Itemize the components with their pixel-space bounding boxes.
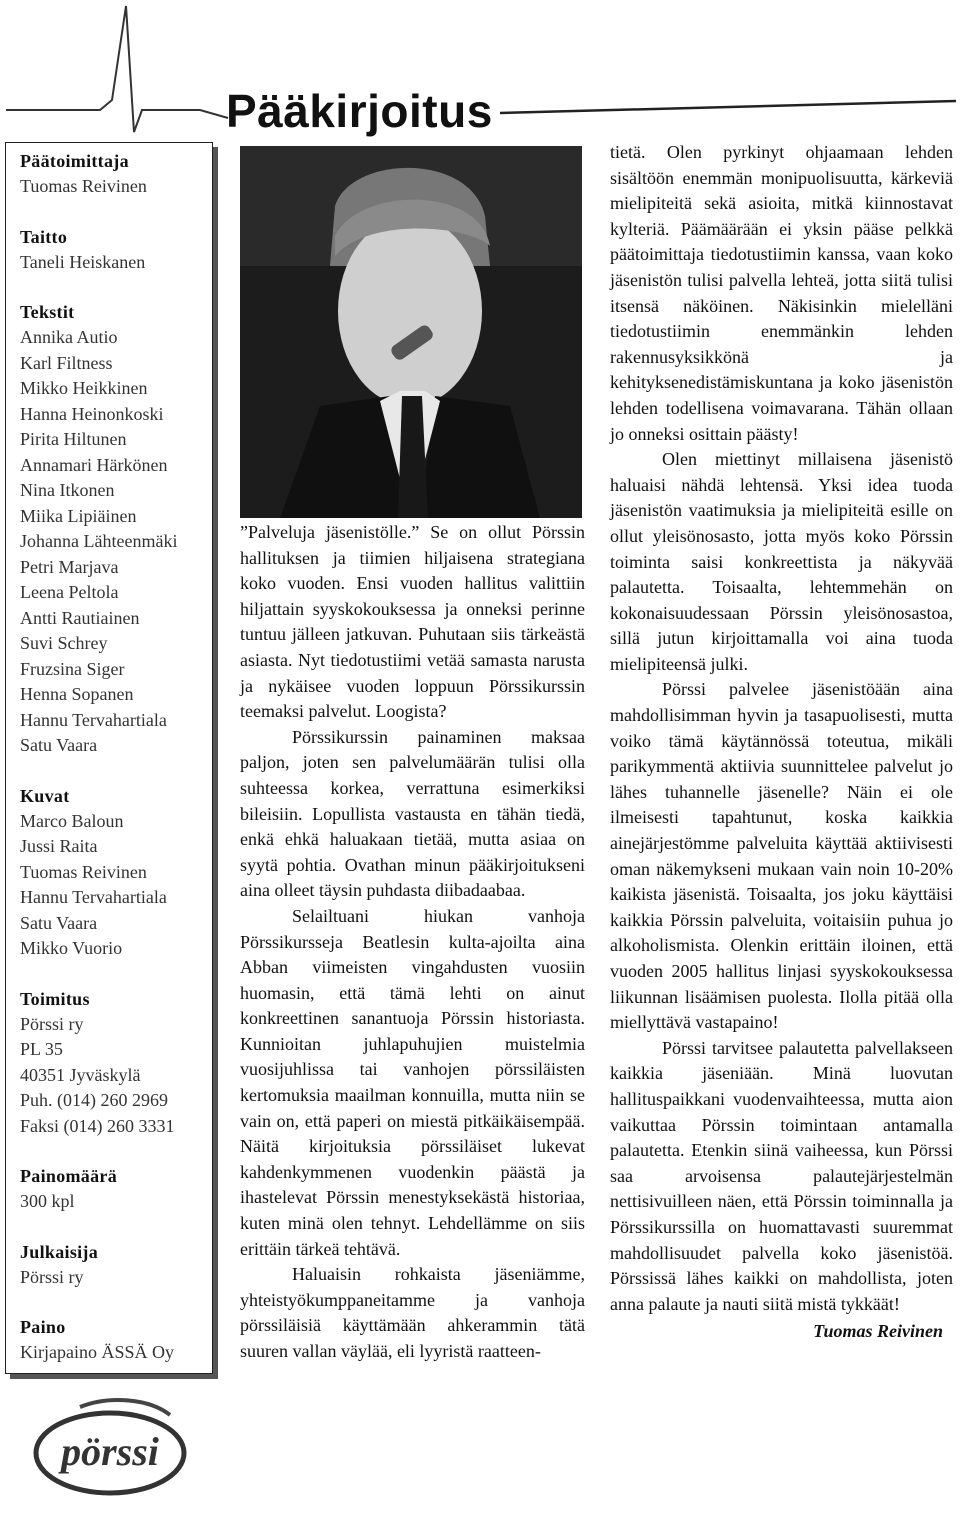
masthead-line: Annamari Härkönen <box>20 454 168 475</box>
masthead-section <box>20 987 212 1140</box>
masthead-heading: Tekstit <box>20 302 75 322</box>
masthead-heading: Paino <box>20 1317 66 1337</box>
article-paragraph: Pörssi palvelee jäsenistöään aina mahdollisimman hyvin ja tasapuolisesti, mutta voiko tämä käytännössä toteutua, mikäli parikymmentä aktiivia suunnittelee palvelut jo lähes tuhannelle jäsenelle? Näin ei ole ilmeisesti tapahtunut, koska kaikkia ainejärjestömme palveluita käyttää aktiivisesti oman näkemykseni mukaan vain noin 10-20% kaikista jäsenistä. Toisaalta, jos joku käyttäisi kaikkia Pörssin palveluita, voitaisiin puhua jo alkoholismista. Olenkin erittäin iloinen, että vuoden 2005 hallitus linjasi syyskokouksessa liikunnan lisäämisen puolesta. Ilolla pitää olla miellyttävä vastapaino! <box>610 679 953 1033</box>
author-signature: Tuomas Reivinen <box>813 1321 943 1342</box>
masthead-line: Hannu Tervahartiala <box>20 887 167 907</box>
article-paragraph: Selailtuani hiukan vanhoja Pörssikursseja Beatlesin kulta-ajoilta aina Abban viimeisten vingahdusten vuosiin huomasin, että tämä lehti on ainut konkreettinen sanantuoja Pörssin historiasta. Kunnioitan juhlapuhujien muistelmia vuosijuhlissa tai vanhojen pörssiläisten kertomuksia maailman konnuilla, mutta niin se vain on, että paperi on miestä pitkäikäisempää. Näitä kirjoituksia pörssiläiset lukevat kahdenkymmenen vuodenkin päästä ja ihastelevat Pörssin menestyksekästä historiaa, kuten minä olen tehnyt. Lehdellämme on siis erittäin tärkeä tehtävä. <box>240 905 585 1259</box>
masthead-line: Annika Autio <box>20 327 118 347</box>
masthead-section <box>20 225 212 276</box>
masthead-heading: Päätoimittaja <box>20 151 129 171</box>
masthead-line: Miika Lipiäinen <box>20 505 137 526</box>
masthead-line: Puh. (014) 260 2969 <box>20 1090 168 1110</box>
article-paragraph: tietä. Olen pyrkinyt ohjaamaan lehden sisältöön enemmän monipuolisuutta, kärkeviä mielipiteitä sekä asioita, mitkä kiinnostavat kylteriä. Päämäärään ei yksin pääse pelkkä päätoimittaja tiedotustiimin kanssa, vaan koko jäsenistön tulisi palvella lehteä, jotta siitä tulisi itsensä näköinen. Näkisinkin mielelläni tiedotustiimin enemmänkin lehden rakennusyksikkönä ja kehityksenedistämiskuntana ja koko jäsenistön lehden todellisena voimavarana. Tähän ollaan jo onneksi osittain päästy! <box>610 142 953 444</box>
masthead-line: Antti Rautiainen <box>20 607 140 628</box>
masthead-line: Tuomas Reivinen <box>20 176 147 196</box>
porssi-logo <box>20 1395 200 1505</box>
masthead-line: Jussi Raita <box>20 836 98 856</box>
masthead-section <box>20 1164 212 1215</box>
logo-text: pörssi <box>61 1429 159 1474</box>
masthead-line: Kirjapaino ÄSSÄ Oy <box>20 1342 174 1362</box>
article-paragraph: Pörssi tarvitsee palautetta palvellakseen kaikkia jäseniään. Minä luovutan hallituspaikkani vuodenvaihteessa, mutta aion vaikuttaa Pörssin toimintaan antamalla palautetta. Etenkin siinä vaiheessa, kun Pörssi saa arvoisensa palautejärjestelmän nettisivuilleen näen, että Pörssin toiminnalla ja Pörssikurssilla on huomattavasti suuremmat mahdollisuudet palvella koko jäsenistöä. Pörssissä lähes kaikki on mahdollista, joten anna palaute ja nauti siitä mistä tykkäät! <box>610 1037 953 1314</box>
masthead-line: Hannu Tervahartiala <box>20 709 167 730</box>
masthead-line: Pörssi ry <box>20 1013 84 1034</box>
masthead-line: Leena Peltola <box>20 582 119 602</box>
masthead-section <box>20 1240 212 1291</box>
masthead-line: Hanna Heinonkoski <box>20 403 164 424</box>
masthead-heading: Toimitus <box>20 988 90 1009</box>
masthead-line: Petri Marjava <box>20 556 119 577</box>
masthead-line: Taneli Heiskanen <box>20 251 146 272</box>
article-column-1 <box>240 520 585 1365</box>
article-paragraph: Pörssikurssin painaminen maksaa paljon, joten sen palvelumäärän tulisi olla suhteessa korkea, verrattuna esimerkiksi bileisiin. Lopullista vastausta en tähän tiedä, enkä ehkä haluakaan tietää, mutta asiaa on syytä pohtia. Ovathan minun pääkirjoitukseni aina olleet täysin puhdasta diibadaabaa. <box>240 726 585 901</box>
masthead-line: PL 35 <box>20 1039 63 1059</box>
masthead-heading: Taitto <box>20 226 68 247</box>
masthead-section <box>20 149 212 200</box>
masthead-section <box>20 300 212 759</box>
masthead-line: Pirita Hiltunen <box>20 429 127 449</box>
masthead-heading: Kuvat <box>20 785 70 806</box>
masthead-line: Marco Baloun <box>20 810 124 831</box>
masthead-line: Satu Vaara <box>20 912 98 933</box>
editor-photo <box>240 146 582 518</box>
masthead-line: Mikko Heikkinen <box>20 378 148 398</box>
masthead-section <box>20 784 212 962</box>
masthead-line: Mikko Vuorio <box>20 938 123 958</box>
page-title: Pääkirjoitus <box>226 85 493 137</box>
masthead-line: Nina Itkonen <box>20 480 115 500</box>
masthead-line: 300 kpl <box>20 1191 75 1211</box>
masthead-line: Johanna Lähteenmäki <box>20 531 178 551</box>
article-paragraph: ”Palveluja jäsenistölle.” Se on ollut Pörssin hallituksen ja tiimien hiljaisena strategiana koko vuoden. Ensi vuoden hallitus valittiin hiljattain syyskokouksessa ja onneksi perinne tuntuu jälleen jatkuvan. Puhutaan siis tärkeästä asiasta. Nyt tiedotustiimi vetää samasta narusta ja nykäisee vuoden loppuun Pörssikurssin teemaksi palvelut. Loogista? <box>240 522 585 722</box>
masthead-heading: Painomäärä <box>20 1166 117 1186</box>
masthead-line: Henna Sopanen <box>20 684 134 704</box>
article-paragraph: Haluaisin rohkaista jäseniämme, yhteistyökumppaneitamme ja vanhoja pörssiläisiä käyttämään ahkerammin tätä suuren vallan väylää, eli lyyristä raatteen- <box>240 1264 585 1361</box>
masthead-heading: Julkaisija <box>20 1241 99 1262</box>
masthead-line: Fruzsina Siger <box>20 658 125 679</box>
article-paragraph: Olen miettinyt millaisena jäsenistö haluaisi nähdä lehtensä. Yksi idea tuoda jäsenistön vaatimuksia ja mielipiteitä esille on ollut yleisönosasto, jotta myös koko Pörssin toiminta saisi konkreettista ja näkyvää palautetta. Toisaalta, lehtemmehän on kokonaisuudessaan Pörssin yleisönosastoa, sillä jutun kirjoittamalla voi aina tuoda mielipiteensä julki. <box>610 449 953 674</box>
masthead-line: Pörssi ry <box>20 1266 84 1287</box>
masthead-box <box>5 142 213 1374</box>
masthead-line: Satu Vaara <box>20 735 98 755</box>
masthead-line: Suvi Schrey <box>20 633 108 653</box>
masthead-line: 40351 Jyväskylä <box>20 1064 141 1085</box>
masthead-line: Faksi (014) 260 3331 <box>20 1115 175 1136</box>
masthead-section <box>20 1315 212 1366</box>
masthead-line: Tuomas Reivinen <box>20 861 147 882</box>
masthead-line: Karl Filtness <box>20 352 113 373</box>
article-column-2 <box>610 140 953 1345</box>
